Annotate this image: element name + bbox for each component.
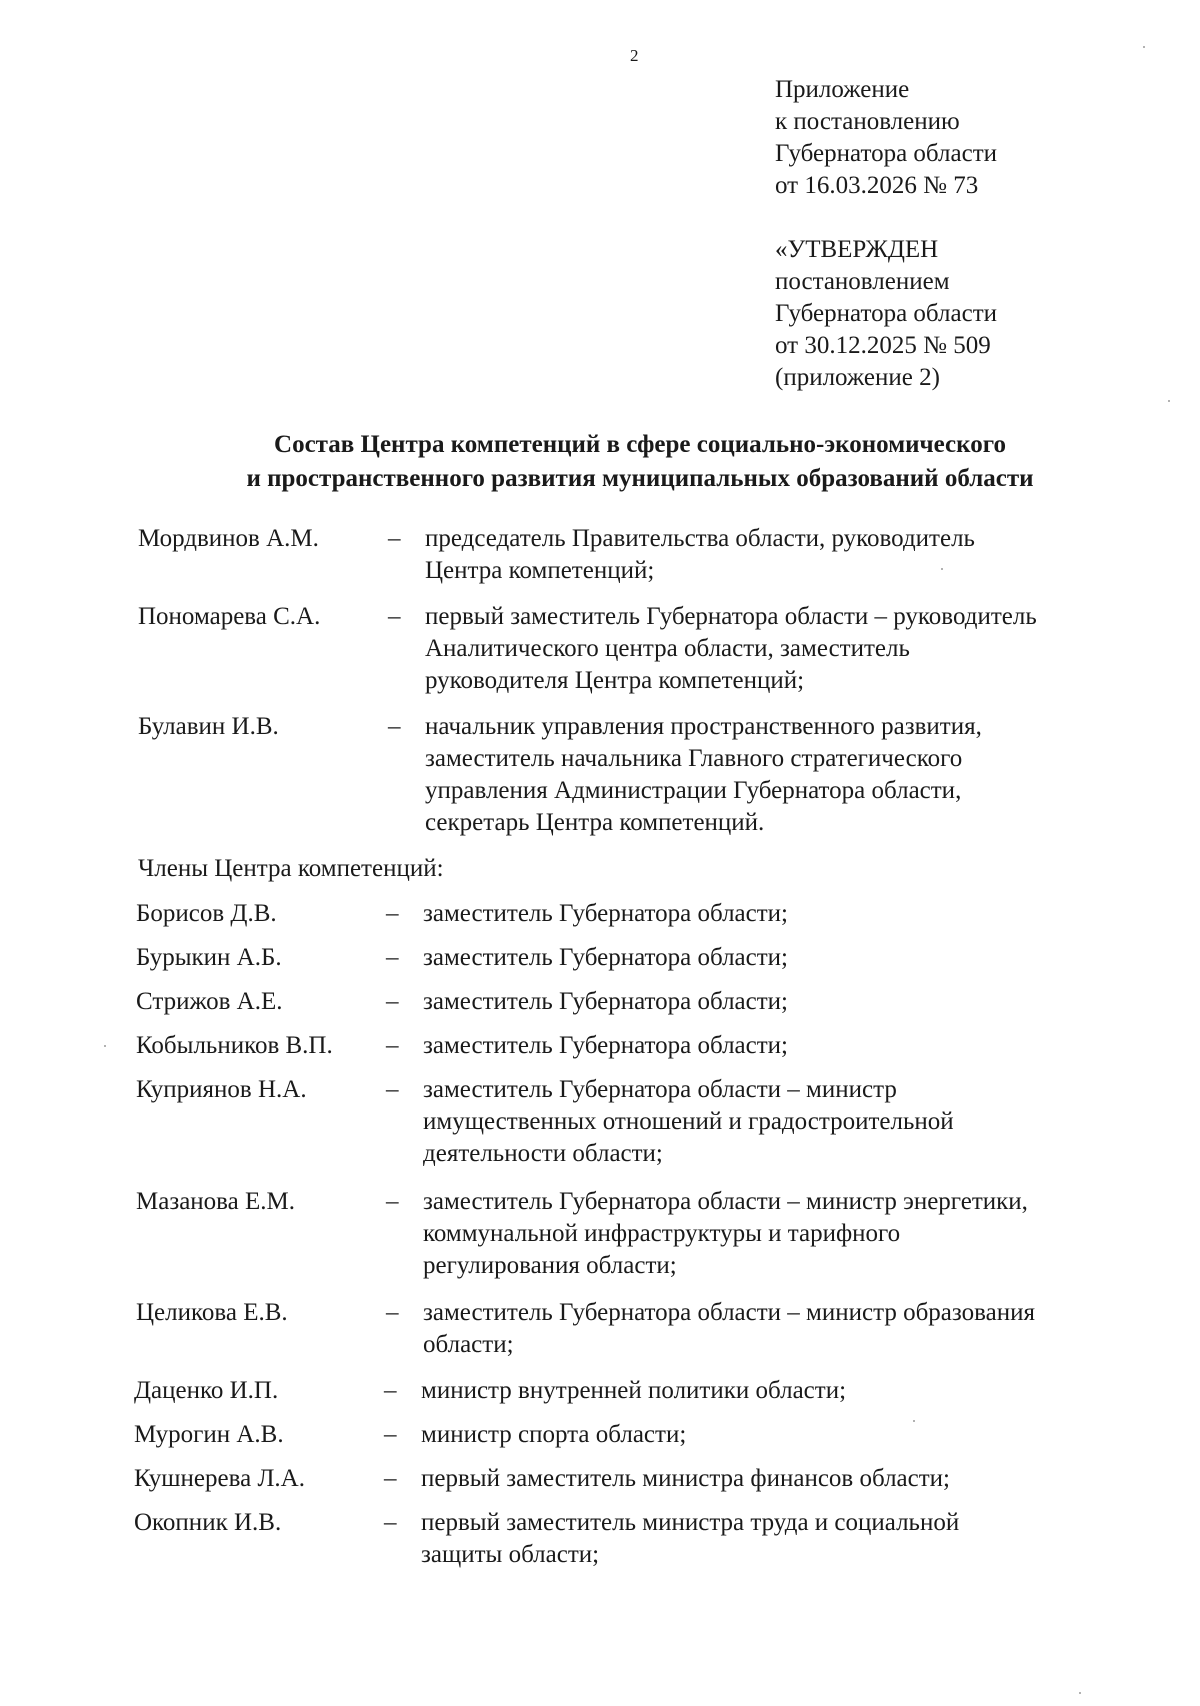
approved-line: «УТВЕРЖДЕН: [775, 236, 939, 263]
member-name: Борисов Д.В.: [136, 900, 277, 927]
position-line: деятельности области;: [423, 1140, 663, 1167]
member-name: Булавин И.В.: [138, 713, 279, 740]
appendix-header: [775, 74, 997, 202]
document-title: [140, 428, 1140, 496]
position-line: имущественных отношений и градостроительной: [423, 1108, 954, 1135]
member-position: [423, 1186, 1028, 1282]
member-position: [423, 1297, 1035, 1361]
dash-separator: –: [386, 1076, 399, 1103]
scan-speck: [104, 1045, 106, 1047]
dash-separator: –: [384, 1509, 397, 1536]
position-line: заместитель Губернатора области;: [423, 944, 789, 971]
member-name: Мордвинов А.М.: [138, 525, 319, 552]
appendix-line: к постановлению: [775, 108, 960, 135]
position-line: первый заместитель министра финансов области;: [421, 1465, 950, 1492]
scan-speck: [1168, 400, 1170, 402]
dash-separator: –: [386, 1188, 399, 1215]
position-line: секретарь Центра компетенций.: [425, 809, 765, 836]
scan-speck: [1143, 46, 1145, 48]
member-name: Окопник И.В.: [134, 1509, 282, 1536]
position-line: Аналитического центра области, заместитель: [425, 635, 910, 662]
member-position: [423, 1074, 954, 1170]
dash-separator: –: [388, 713, 401, 740]
dash-separator: –: [384, 1377, 397, 1404]
position-line: заместитель начальника Главного стратегического: [425, 745, 963, 772]
dash-separator: –: [386, 1299, 399, 1326]
dash-separator: –: [384, 1465, 397, 1492]
member-position: [423, 1030, 788, 1062]
position-line: заместитель Губернатора области;: [423, 900, 789, 927]
members-heading: Члены Центра компетенций:: [138, 855, 444, 882]
position-line: первый заместитель министра труда и социальной: [421, 1509, 960, 1536]
dash-separator: –: [388, 525, 401, 552]
member-name: Пономарева С.А.: [138, 603, 321, 630]
member-position: [421, 1375, 846, 1407]
scan-speck: [941, 568, 943, 570]
position-line: министр спорта области;: [421, 1421, 687, 1448]
member-name: Даценко И.П.: [134, 1377, 279, 1404]
position-line: заместитель Губернатора области – министр образования: [423, 1299, 1035, 1326]
approved-line: (приложение 2): [775, 364, 940, 391]
position-line: начальник управления пространственного развития,: [425, 713, 982, 740]
member-position: [421, 1507, 959, 1571]
scan-speck: [1079, 1692, 1081, 1694]
member-name: Кушнерева Л.А.: [134, 1465, 305, 1492]
title-line: и пространственного развития муниципальных образований области: [246, 465, 1034, 492]
appendix-line: Губернатора области: [775, 140, 997, 167]
appendix-line: от 16.03.2026 № 73: [775, 172, 979, 199]
approved-line: Губернатора области: [775, 300, 997, 327]
member-name: Мазанова Е.М.: [136, 1188, 295, 1215]
position-line: первый заместитель Губернатора области – руководитель: [425, 603, 1037, 630]
appendix-line: Приложение: [775, 76, 910, 103]
member-position: [421, 1419, 686, 1451]
approved-header: [775, 234, 997, 394]
member-name: Стрижов А.Е.: [136, 988, 283, 1015]
dash-separator: –: [384, 1421, 397, 1448]
member-name: Куприянов Н.А.: [136, 1076, 307, 1103]
member-name: Кобыльников В.П.: [136, 1032, 333, 1059]
dash-separator: –: [386, 988, 399, 1015]
member-position: [425, 523, 975, 587]
member-position: [423, 942, 788, 974]
member-position: [423, 898, 788, 930]
position-line: защиты области;: [421, 1541, 600, 1568]
approved-line: постановлением: [775, 268, 950, 295]
position-line: председатель Правительства области, руководитель: [425, 525, 975, 552]
position-line: заместитель Губернатора области – министр: [423, 1076, 897, 1103]
dash-separator: –: [388, 603, 401, 630]
member-name: Целикова Е.В.: [136, 1299, 288, 1326]
member-position: [423, 986, 788, 1018]
approved-line: от 30.12.2025 № 509: [775, 332, 991, 359]
position-line: коммунальной инфраструктуры и тарифного: [423, 1220, 901, 1247]
position-line: области;: [423, 1331, 514, 1358]
member-position: [425, 601, 1037, 697]
position-line: Центра компетенций;: [425, 557, 655, 584]
title-line: Состав Центра компетенций в сфере социально-экономического: [274, 431, 1006, 458]
position-line: управления Администрации Губернатора области,: [425, 777, 962, 804]
dash-separator: –: [386, 944, 399, 971]
scan-speck: [913, 1420, 915, 1422]
dash-separator: –: [386, 900, 399, 927]
position-line: заместитель Губернатора области;: [423, 988, 789, 1015]
member-position: [425, 711, 982, 839]
member-name: Бурыкин А.Б.: [136, 944, 282, 971]
position-line: регулирования области;: [423, 1252, 677, 1279]
position-line: заместитель Губернатора области – министр энергетики,: [423, 1188, 1028, 1215]
dash-separator: –: [386, 1032, 399, 1059]
position-line: руководителя Центра компетенций;: [425, 667, 805, 694]
position-line: заместитель Губернатора области;: [423, 1032, 789, 1059]
position-line: министр внутренней политики области;: [421, 1377, 847, 1404]
member-name: Мурогин А.В.: [134, 1421, 284, 1448]
page-number: 2: [630, 46, 639, 65]
member-position: [421, 1463, 950, 1495]
